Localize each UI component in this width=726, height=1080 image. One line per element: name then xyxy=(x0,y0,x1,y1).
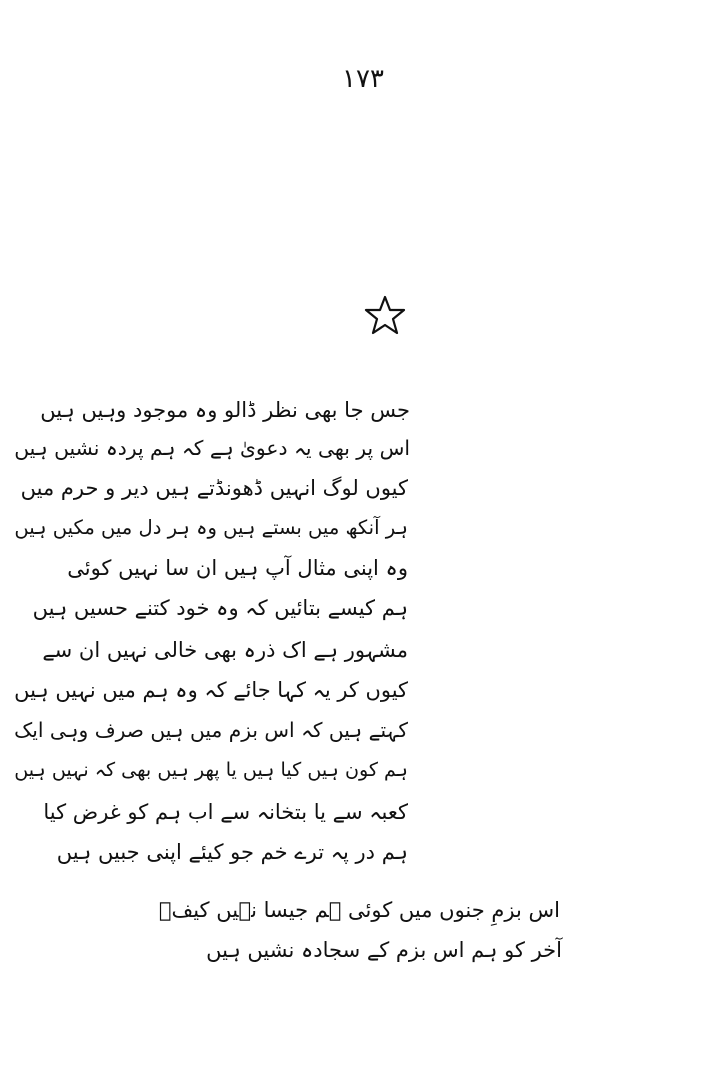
star-outline-icon xyxy=(363,294,407,336)
verse-line-7: مشہور ہے اک ذرہ بھی خالی نہیں ان سے xyxy=(42,638,408,662)
verse-line-10: ہم کون ہیں کیا ہیں یا پھر ہیں بھی کہ نہیں ہیں xyxy=(14,758,408,781)
verse-line-13: اس بزمِ جنوں میں کوئی ہم جیسا نہیں کیفؔ xyxy=(158,898,560,922)
verse-line-9: کہتے ہیں کہ اس بزم میں ہیں صرف وہی ایک xyxy=(14,718,408,742)
page-number: ۱۷۳ xyxy=(342,64,384,94)
verse-line-6: ہم کیسے بتائیں کہ وہ خود کتنے حسیں ہیں xyxy=(32,596,408,620)
verse-line-5: وہ اپنی مثال آپ ہیں ان سا نہیں کوئی xyxy=(67,556,408,580)
verse-line-4: ہر آنکھ میں بستے ہیں وہ ہر دل میں مکیں ہیں xyxy=(14,516,408,539)
verse-line-8: کیوں کر یہ کہا جائے کہ وہ ہم میں نہیں ہیں xyxy=(14,678,408,702)
verse-line-1: جس جا بھی نظر ڈالو وہ موجود وہیں ہیں xyxy=(40,398,410,422)
verse-line-2: اس پر بھی یہ دعویٰ ہے کہ ہم پردہ نشیں ہیں xyxy=(14,436,410,460)
verse-line-12: ہم در پہ ترے خم جو کیئے اپنی جبیں ہیں xyxy=(56,840,408,864)
verse-line-14: آخر کو ہم اس بزم کے سجادہ نشیں ہیں xyxy=(206,938,562,962)
verse-line-11: کعبہ سے یا بتخانہ سے اب ہم کو غرض کیا xyxy=(43,800,408,824)
verse-line-3: کیوں لوگ انہیں ڈھونڈتے ہیں دیر و حرم میں xyxy=(20,476,408,500)
